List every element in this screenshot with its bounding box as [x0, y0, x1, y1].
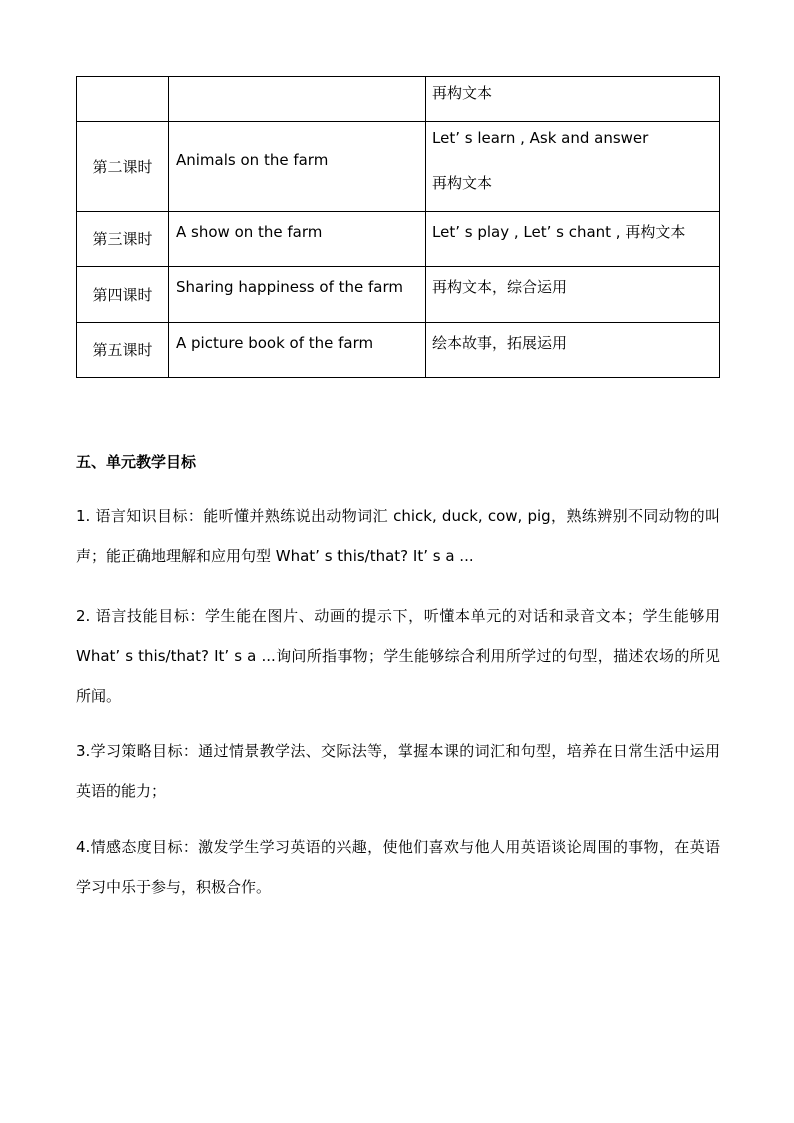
lesson-cell: 第四课时	[77, 267, 169, 323]
objective-paragraph-4: 4.情感态度目标：激发学生学习英语的兴趣，使他们喜欢与他人用英语谈论周围的事物，在英语学习中乐于参与，积极合作。	[76, 838, 720, 896]
lesson-cell	[77, 77, 169, 122]
content-line: 再构文本	[432, 84, 493, 102]
topic-cell: Sharing happiness of the farm	[169, 267, 426, 323]
content-line: 再构文本	[432, 174, 493, 192]
table-row	[77, 267, 720, 323]
table-row	[77, 122, 720, 212]
lesson-cell: 第二课时	[77, 122, 169, 212]
content-line: Let’ s learn , Ask and answer	[432, 129, 649, 147]
section-heading: 五、单元教学目标	[76, 453, 197, 471]
lesson-cell: 第三课时	[77, 212, 169, 267]
objective-paragraph-1: 1. 语言知识目标：能听懂并熟练说出动物词汇 chick, duck, cow, pig，熟练辨别不同动物的叫声；能正确地理解和应用句型 What’ s this/that? It’ s a ...	[76, 507, 720, 565]
content-line: 再构文本，综合运用	[432, 278, 568, 296]
content-line: 绘本故事，拓展运用	[432, 334, 568, 352]
content-cell	[426, 122, 720, 212]
content-cell	[426, 77, 720, 122]
lesson-schedule-table	[76, 76, 720, 378]
content-cell	[426, 267, 720, 323]
table-row	[77, 77, 720, 122]
topic-cell	[169, 77, 426, 122]
objective-paragraph-2: 2. 语言技能目标：学生能在图片、动画的提示下，听懂本单元的对话和录音文本；学生能够用 What’ s this/that? It’ s a ...询问所指事物；学生能够综合利用所学过的句型，描述农场的所见所闻。	[76, 607, 720, 705]
topic-cell: A show on the farm	[169, 212, 426, 267]
table-row	[77, 212, 720, 267]
objective-paragraph-3: 3.学习策略目标：通过情景教学法、交际法等，掌握本课的词汇和句型，培养在日常生活中运用英语的能力；	[76, 742, 720, 800]
content-cell	[426, 212, 720, 267]
lesson-cell: 第五课时	[77, 323, 169, 378]
content-line: Let’ s play , Let’ s chant , 再构文本	[432, 223, 686, 241]
content-cell	[426, 323, 720, 378]
topic-cell: A picture book of the farm	[169, 323, 426, 378]
table-row	[77, 323, 720, 378]
topic-cell: Animals on the farm	[169, 122, 426, 212]
